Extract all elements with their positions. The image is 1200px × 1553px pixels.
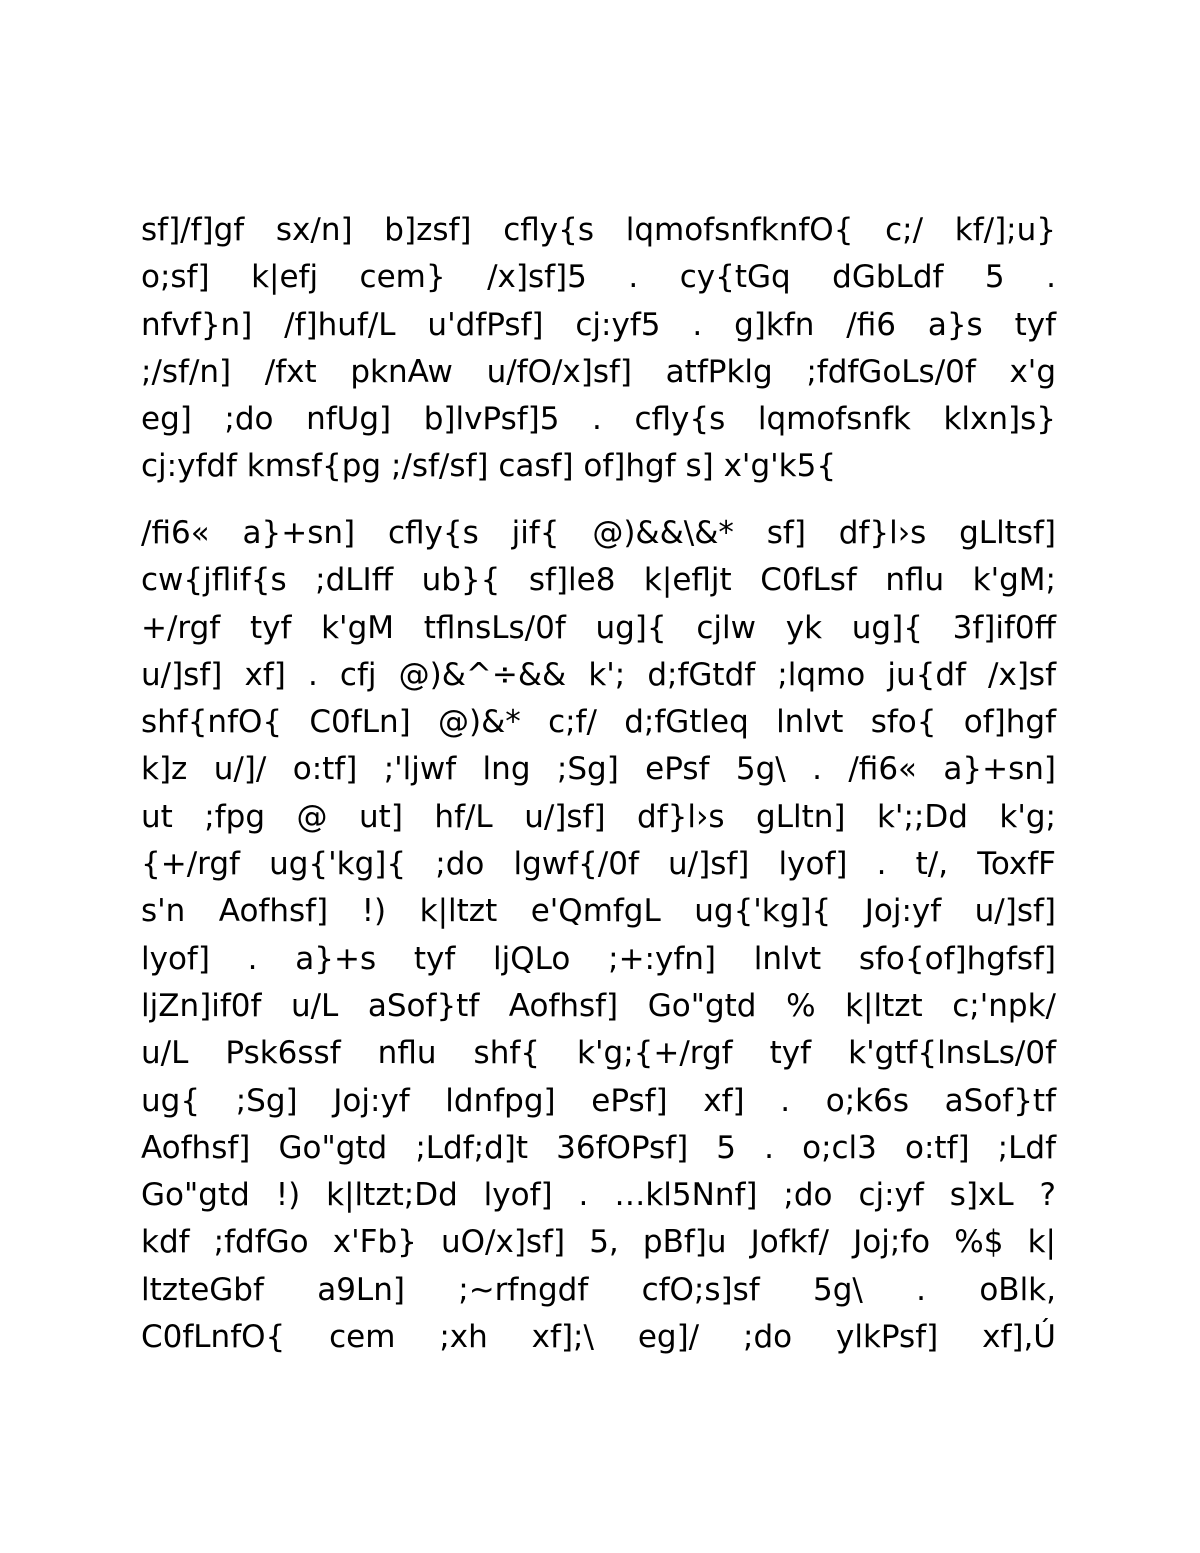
paragraph-line: sf]/f]gf sx/n] b]zsf] cfly{s lqmofsnfknfO{ c;/ kf/];u} bbox=[141, 212, 1056, 248]
paragraph-line: o;sf] k|efj cem} /x]sf]5 . cy{tGq dGbLdf 5 . bbox=[141, 259, 1056, 296]
paragraph-1 bbox=[141, 207, 1056, 491]
paragraph-line: kdf ;fdfGo x'Fb} uO/x]sf] 5, pBf]u Jofkf/ Joj;fo %$ k| bbox=[141, 1224, 1056, 1261]
paragraph-line: nfvf}n] /f]huf/L u'dfPsf] cj:yf5 . g]kfn /fi6 a}s tyf bbox=[141, 306, 1056, 343]
paragraph-line: u/L Psk6ssf nflu shf{ k'g;{+/rgf tyf k'gtf{lnsLs/0f bbox=[141, 1035, 1056, 1072]
paragraph-line: C0fLnfO{ cem ;xh xf];\ eg]/ ;do ylkPsf] xf],Ú bbox=[141, 1319, 1056, 1356]
paragraph-line: ug{ ;Sg] Joj:yf ldnfpg] ePsf] xf] . o;k6s aSof}tf bbox=[141, 1082, 1056, 1119]
paragraph-line: u/]sf] xf] . cfj @)&^÷&& k'; d;fGtdf ;lqmo ju{df /x]sf bbox=[141, 656, 1056, 693]
paragraph-line: Go"gtd !) k|ltzt;Dd lyof] . …kl5Nnf] ;do cj:yf s]xL ? bbox=[141, 1177, 1056, 1214]
paragraph-line: cj:yfdf kmsf{pg ;/sf/sf] casf] of]hgf s] x'g'k5{ bbox=[141, 448, 837, 485]
paragraph-line: Aofhsf] Go"gtd ;Ldf;d]t 36fOPsf] 5 . o;cl3 o:tf] ;Ldf bbox=[141, 1129, 1056, 1166]
paragraph-line: cw{jflif{s ;dLIff ub}{ sf]le8 k|efljt C0fLsf nflu k'gM; bbox=[141, 562, 1056, 599]
paragraph-line: ut ;fpg @ ut] hf/L u/]sf] df}l›s gLltn] k';;Dd k'g; bbox=[141, 798, 1056, 835]
paragraph-line: {+/rgf ug{'kg]{ ;do lgwf{/0f u/]sf] lyof] . t/, ToxfF bbox=[141, 846, 1056, 883]
paragraph-line: s'n Aofhsf] !) k|ltzt e'QmfgL ug{'kg]{ Joj:yf u/]sf] bbox=[141, 893, 1056, 930]
paragraph-line: eg] ;do nfUg] b]lvPsf]5 . cfly{s lqmofsnfk klxn]s} bbox=[141, 401, 1056, 438]
paragraph-line: shf{nfO{ C0fLn] @)&* c;f/ d;fGtleq lnlvt sfo{ of]hgf bbox=[141, 704, 1056, 741]
paragraph-2 bbox=[141, 510, 1056, 1361]
paragraph-line: /fi6« a}+sn] cfly{s jif{ @)&&\&* sf] df}l›s gLltsf] bbox=[141, 515, 1056, 551]
paragraph-line: ljZn]if0f u/L aSof}tf Aofhsf] Go"gtd % k|ltzt c;'npk/ bbox=[141, 987, 1056, 1024]
paragraph-line: +/rgf tyf k'gM tflnsLs/0f ug]{ cjlw yk ug]{ 3f]if0ff bbox=[141, 609, 1056, 646]
paragraph-line: lyof] . a}+s tyf ljQLo ;+:yfn] lnlvt sfo{of]hgfsf] bbox=[141, 940, 1056, 977]
paragraph-line: k]z u/]/ o:tf] ;'ljwf lng ;Sg] ePsf 5g\ . /fi6« a}+sn] bbox=[141, 751, 1056, 788]
paragraph-line: ;/sf/n] /fxt pknAw u/fO/x]sf] atfPklg ;fdfGoLs/0f x'g bbox=[141, 353, 1056, 390]
paragraph-line: ltzteGbf a9Ln] ;~rfngdf cfO;s]sf 5g\ . oBlk, bbox=[141, 1271, 1056, 1308]
